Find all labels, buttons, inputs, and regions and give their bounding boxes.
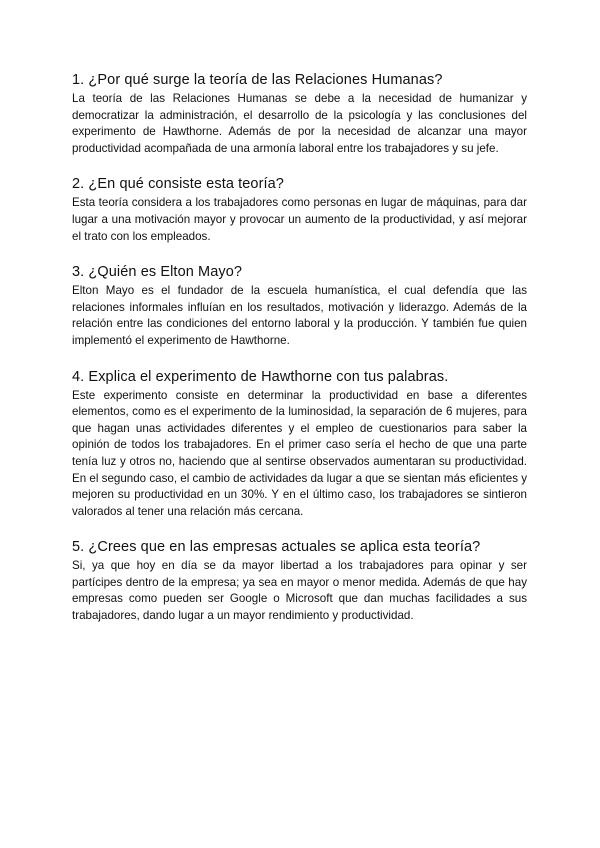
- question-4: [72, 367, 527, 521]
- question-3-heading: 3. ¿Quién es Elton Mayo?: [72, 264, 243, 281]
- question-3: [72, 262, 527, 349]
- question-2-heading: 2. ¿En qué consiste esta teoría?: [72, 176, 284, 193]
- document-page: [72, 70, 527, 642]
- question-1: [72, 70, 527, 157]
- question-5: [72, 537, 527, 624]
- question-4-heading: 4. Explica el experimento de Hawthorne con tus palabras.: [72, 368, 449, 385]
- question-2: [72, 174, 527, 245]
- question-1-answer: La teoría de las Relaciones Humanas se debe a la necesidad de humanizar y democratizar la administración, el desarrollo de la psicología y las conclusiones del experimento de Hawthorne. Además de por la necesidad de alcanzar una mayor productividad acompañada de una armonía laboral entre los trabajadores y su jefe.: [72, 92, 527, 155]
- question-5-answer: Si, ya que hoy en día se da mayor libertad a los trabajadores para opinar y ser partícipes dentro de la empresa; ya sea en mayor o menor medida. Además de que hay empresas como pueden ser Google o Microsoft que dan muchas facilidades a sus trabajadores, dando lugar a un mayor rendimiento y productividad.: [72, 559, 527, 623]
- question-3-answer: Elton Mayo es el fundador de la escuela humanística, el cual defendía que las relaciones informales influían en los resultados, motivación y liderazgo. Además de la relación entre las condiciones del entorno laboral y la producción. Y también fue quien implementó el experimento de Hawthorne.: [72, 284, 527, 347]
- question-1-heading: 1. ¿Por qué surge la teoría de las Relaciones Humanas?: [72, 72, 443, 88]
- question-2-answer: Esta teoría considera a los trabajadores como personas en lugar de máquinas, para dar lugar a una motivación mayor y provocar un aumento de la productividad, y así mejorar el trato con los empleados.: [72, 196, 527, 243]
- question-5-heading: 5. ¿Crees que en las empresas actuales se aplica esta teoría?: [72, 539, 481, 556]
- question-4-answer: Este experimento consiste en determinar la productividad en base a diferentes elementos, como es el experimento de la luminosidad, la separación de 6 mujeres, para que hagan unas actividades diferentes y el empleo de cuestionarios para saber la opinión de todos los trabajadores. En el primer caso sería el hecho de que una parte tenía luz y otros no, haciendo que al sentirse observados aumentaran su productividad. En el segundo caso, el cambio de actividades da lugar a que se sientan más eficientes y mejoren su productividad en un 30%. Y en el último caso, los trabajadores se sintieron valorados al tener una relación más cercana.: [72, 388, 528, 518]
